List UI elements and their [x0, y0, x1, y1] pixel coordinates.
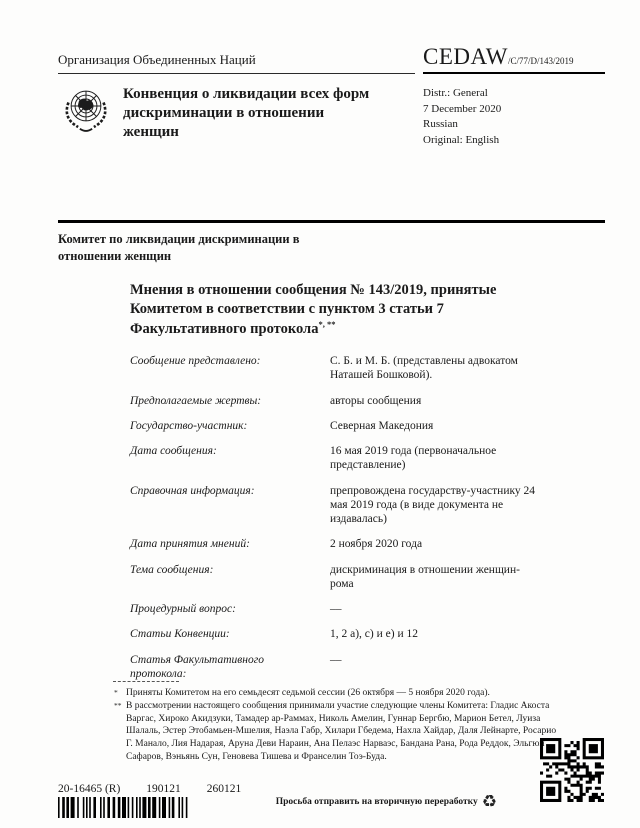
footnote: [113, 687, 565, 700]
recycle-text: Просьба отправить на вторичную переработку: [275, 796, 478, 807]
committee-name: Комитет по ликвидации дискриминации в отношении женщин: [58, 232, 300, 263]
metadata-label: Тема сообщения:: [130, 563, 214, 576]
metadata-label: Предполагаемые жертвы:: [130, 394, 262, 407]
document-number: 20-16465 (R): [58, 783, 121, 796]
document-title: [130, 281, 525, 339]
metadata-label: Государство-участник:: [130, 419, 248, 432]
print-code-1: 190121: [146, 783, 181, 796]
metadata-value: авторы сообщения: [330, 394, 422, 407]
recycle-icon: ♻: [481, 792, 497, 812]
metadata-value: 2 ноября 2020 года: [330, 538, 423, 551]
footnote-marker: *: [114, 688, 118, 698]
metadata-value: 16 мая 2019 года (первоначальное представление): [330, 445, 497, 472]
metadata-value: Северная Македония: [330, 419, 434, 432]
distr-line: Russian: [423, 118, 458, 131]
footnote: [113, 700, 565, 764]
document-title-text: Мнения в отношении сообщения № 143/2019, принятые Комитетом в соответствии с пунктом 3 статьи 7 Факультативного протокола: [130, 281, 497, 338]
print-code-2: 260121: [206, 783, 242, 796]
distr-line: Original: English: [423, 133, 500, 146]
metadata-value: ––: [330, 653, 342, 666]
metadata-value: С. Б. и М. Б. (представлены адвокатом Наташей Бошковой).: [330, 355, 518, 382]
org-name: Организация Объединенных Наций: [58, 52, 415, 74]
metadata-label: Дата принятия мнений:: [130, 538, 250, 551]
barcode: [58, 797, 188, 818]
document-symbol-main: CEDAW: [423, 44, 508, 69]
footnote-text: Приняты Комитетом на его семьдесят седьмой сессии (26 октября — 5 ноября 2020 года).: [126, 688, 490, 699]
page-footer: [58, 783, 605, 818]
metadata-table: [130, 354, 605, 681]
qr-code: [540, 738, 604, 802]
metadata-value: дискриминация в отношении женщин-рома: [330, 563, 520, 590]
metadata-label: Статья Факультативного протокола:: [130, 653, 264, 680]
footnotes-rule: [113, 681, 179, 682]
section-divider-rule: [58, 220, 605, 223]
footnotes-block: [113, 681, 565, 763]
header: [58, 44, 605, 74]
metadata-label: Справочная информация:: [130, 484, 255, 497]
recycle-notice: [276, 793, 497, 810]
distr-line: Distr.: General: [423, 87, 488, 99]
un-emblem-icon: [58, 83, 114, 143]
distr-line: 7 December 2020: [423, 102, 502, 115]
title-footnote-marks: *, **: [318, 319, 336, 330]
metadata-value: 1, 2 а), с) и е) и 12: [330, 628, 418, 641]
footnote-marker: **: [114, 700, 122, 710]
distr-block: [423, 83, 605, 148]
footnote-text: В рассмотрении настоящего сообщения принимали участие следующие члены Комитета: Гладис Акоста Варгас, Хироко Акидзуки, Тамадер ар-Раммах, Николь Амелин, Гуннар Бергбю, Марион Бетел, Луиза Шалаль, Эстер Этобамьен-Мшелия, Наэла Габр, Хилари Гбедема, Нахла Хайдар, Даля Лейнарте, Росарио Г. Манало, Лия Надарая, Аруна Деви Нараин, Ана Пелаэс Нарваэс, Бандана Рана, Рода Реддок, Эльгюн Сафаров, Вэньянь Сун, Геновева Тишева и Франселин Тоэ-Буда.: [126, 700, 557, 762]
metadata-label: Процедурный вопрос:: [130, 603, 236, 616]
document-symbol-suffix: /C/77/D/143/2019: [507, 56, 574, 66]
metadata-value: препровождена государству-участнику 24 мая 2019 года (в виде документа не издавалась): [330, 484, 536, 526]
convention-title: Конвенция о ликвидации всех форм дискриминации в отношении женщин: [123, 86, 370, 140]
metadata-label: Сообщение представлено:: [130, 355, 261, 368]
metadata-label: Статьи Конвенции:: [130, 628, 230, 641]
document-symbol: [423, 44, 605, 74]
metadata-value: ––: [330, 603, 342, 616]
metadata-label: Дата сообщения:: [130, 445, 217, 458]
